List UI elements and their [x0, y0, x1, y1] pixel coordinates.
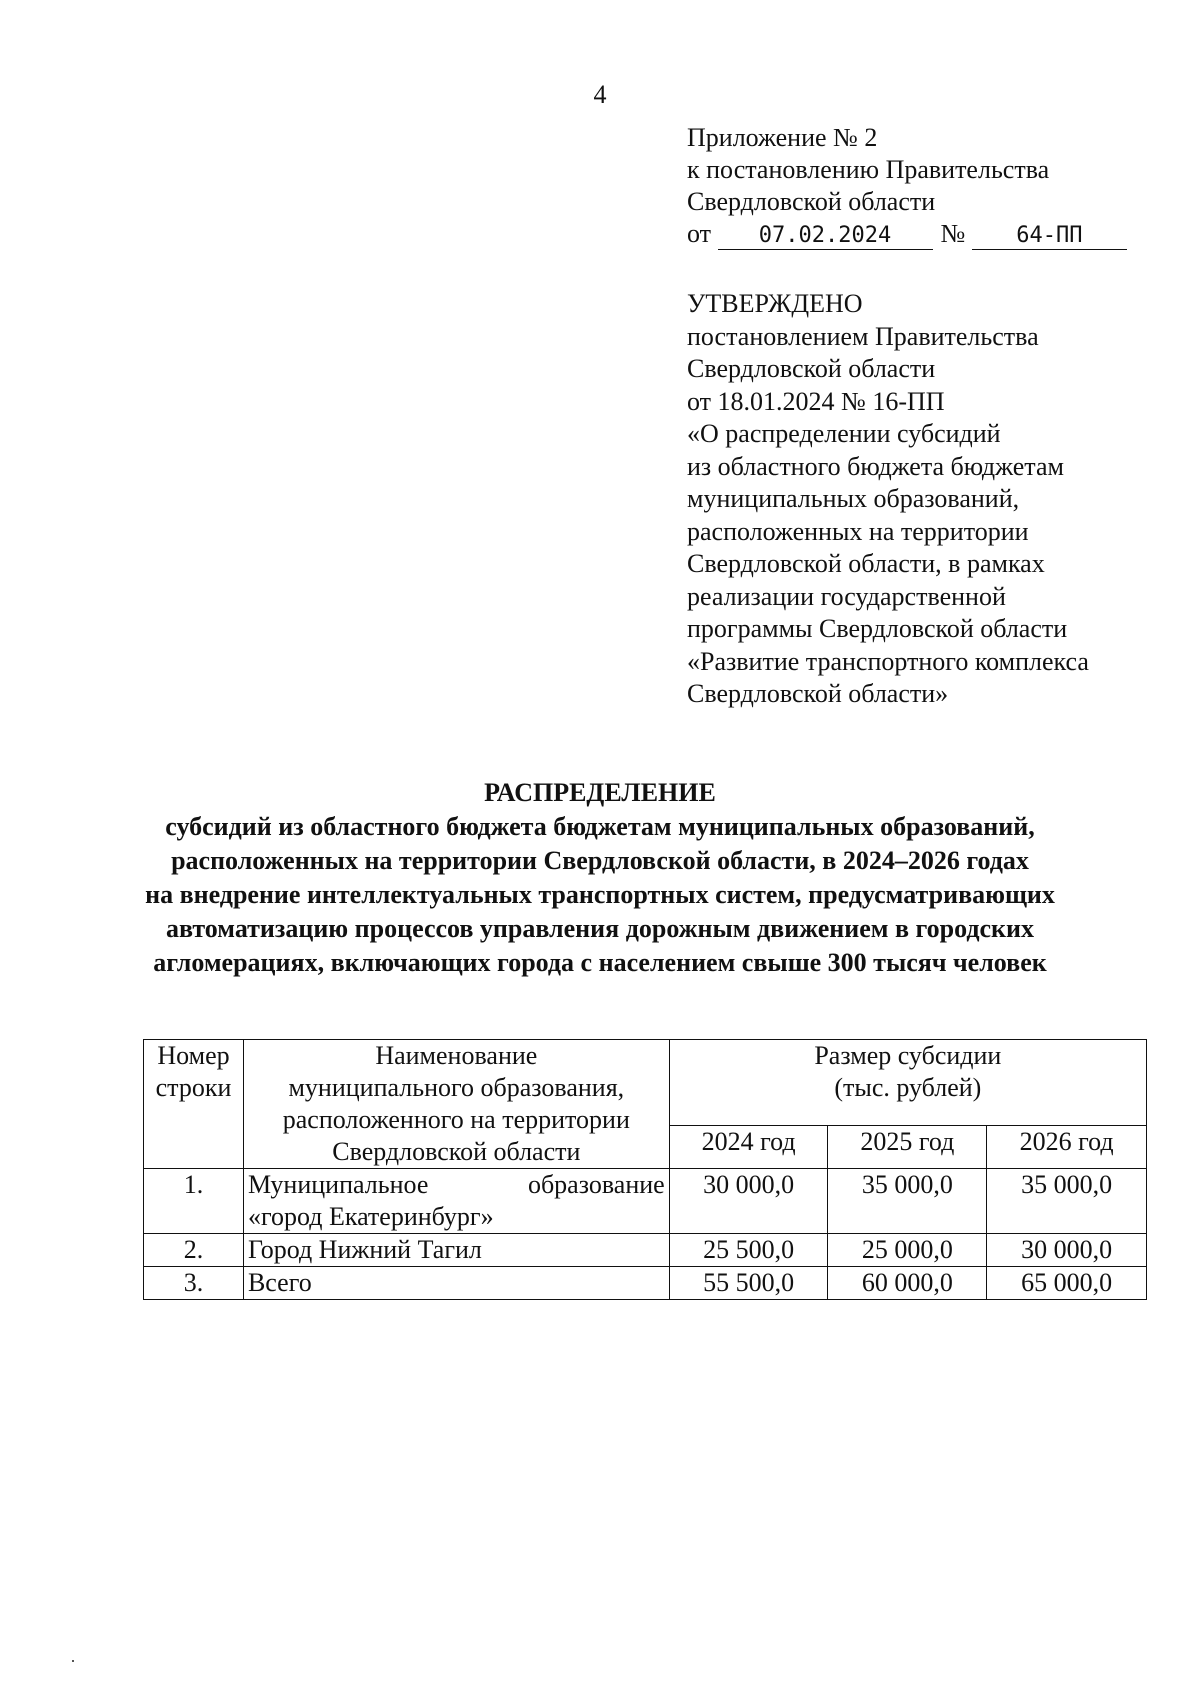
approved-line: «О распределении субсидий	[687, 419, 1001, 448]
table-row-total	[144, 1267, 1147, 1300]
scan-speck	[72, 1660, 74, 1662]
approved-line: расположенных на территории	[687, 516, 1029, 546]
header-text: строки	[155, 1073, 232, 1102]
heading-line: на внедрение интеллектуальных транспортных систем, предусматривающих	[145, 880, 1055, 909]
value-2024: 25 500,0	[669, 1234, 828, 1267]
header-text: муниципального образования,	[288, 1073, 625, 1102]
header-text: Размер субсидии	[814, 1041, 1002, 1070]
header-year-2025: 2025 год	[828, 1125, 987, 1168]
table-row	[144, 1234, 1147, 1267]
approved-line: Свердловской области»	[687, 679, 949, 708]
number-label: №	[940, 219, 966, 248]
appendix-title: Приложение № 2	[687, 123, 878, 152]
heading-title: РАСПРЕДЕЛЕНИЕ	[484, 778, 716, 807]
approved-line: «Развитие транспортного комплекса	[687, 646, 1089, 676]
row-number: 3.	[144, 1267, 244, 1300]
header-municipality-name	[243, 1040, 669, 1169]
header-text: Наименование	[375, 1041, 538, 1070]
header-text: Номер	[157, 1041, 230, 1070]
appendix-line: Свердловской области	[687, 187, 936, 216]
approved-line: из областного бюджета бюджетам	[687, 451, 1064, 481]
appendix-line: к постановлению Правительства	[687, 155, 1050, 184]
subsidy-table	[143, 1039, 1147, 1300]
heading-line: агломерациях, включающих города с населением свыше 300 тысяч человек	[153, 948, 1047, 977]
approved-line: Свердловской области	[687, 354, 936, 383]
value-2025: 35 000,0	[828, 1169, 987, 1234]
header-year-2024: 2024 год	[669, 1125, 828, 1168]
value-2024: 55 500,0	[669, 1267, 828, 1300]
name-word: образование	[527, 1170, 665, 1199]
heading-line: расположенных на территории Свердловской области, в 2024–2026 годах	[171, 846, 1029, 875]
table-row	[144, 1169, 1147, 1234]
municipality-name: Всего	[243, 1267, 669, 1300]
decree-number-field: 64-ПП	[972, 223, 1127, 250]
approved-line: реализации государственной	[687, 581, 1006, 611]
header-year-2026: 2026 год	[987, 1125, 1147, 1168]
header-text: расположенного на территории	[282, 1105, 630, 1134]
approved-line: муниципальных образований,	[687, 484, 1020, 513]
value-2026: 35 000,0	[987, 1169, 1147, 1234]
header-text: (тыс. рублей)	[834, 1073, 982, 1102]
row-number: 2.	[144, 1234, 244, 1267]
header-subsidy-amount	[669, 1040, 1146, 1126]
name-line: «город Екатеринбург»	[247, 1202, 494, 1231]
value-2026: 65 000,0	[987, 1267, 1147, 1300]
row-number: 1.	[144, 1169, 244, 1234]
municipality-name: Город Нижний Тагил	[243, 1234, 669, 1267]
municipality-name	[243, 1169, 669, 1234]
header-row-number	[144, 1040, 244, 1169]
value-2026: 30 000,0	[987, 1234, 1147, 1267]
approved-line: от 18.01.2024 № 16-ПП	[687, 386, 945, 416]
header-text: Свердловской области	[332, 1137, 581, 1166]
document-heading	[0, 776, 1200, 980]
from-label: от	[687, 219, 712, 248]
approved-line: Свердловской области, в рамках	[687, 549, 1045, 578]
name-line	[248, 1169, 665, 1201]
value-2024: 30 000,0	[669, 1169, 828, 1234]
heading-line: автоматизацию процессов управления дорожным движением в городских	[165, 914, 1035, 943]
approved-block	[687, 288, 1089, 711]
appendix-block	[687, 122, 1127, 250]
name-word: Муниципальное	[247, 1170, 429, 1199]
approved-title: УТВЕРЖДЕНО	[687, 289, 863, 318]
approved-line: постановлением Правительства	[687, 321, 1039, 351]
page-number: 4	[593, 80, 607, 109]
decree-date-field: 07.02.2024	[718, 223, 933, 250]
value-2025: 25 000,0	[828, 1234, 987, 1267]
approved-line: программы Свердловской области	[687, 614, 1068, 643]
value-2025: 60 000,0	[828, 1267, 987, 1300]
appendix-date-number-line	[687, 218, 1127, 250]
heading-line: субсидий из областного бюджета бюджетам муниципальных образований,	[165, 812, 1035, 841]
